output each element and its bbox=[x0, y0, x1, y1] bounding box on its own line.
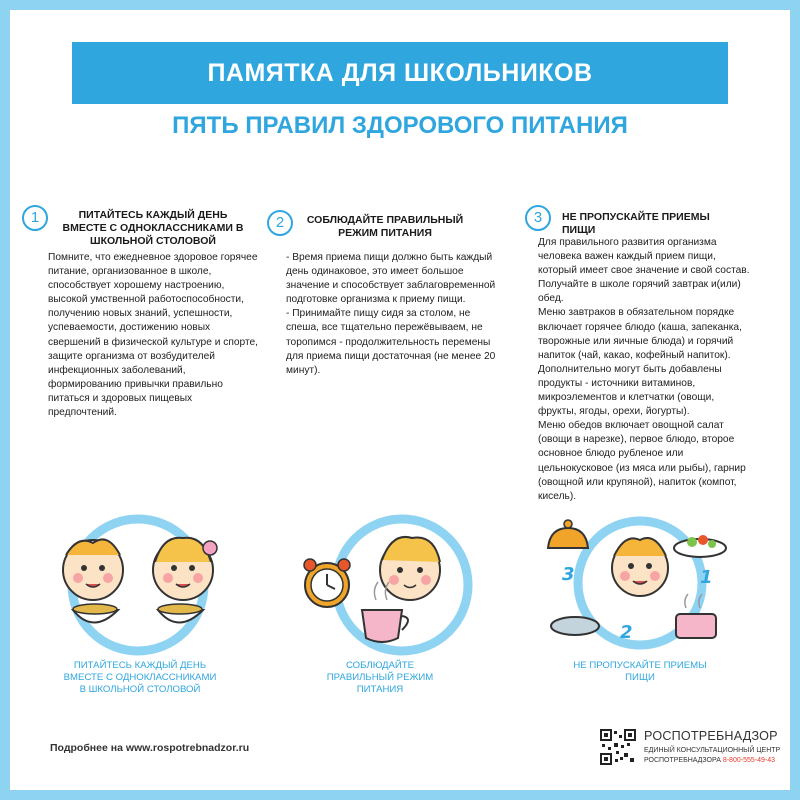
rule-3-paragraph: Меню завтраков в обязательном порядке включает горячее блюдо (каша, запеканка, творожные или яичные блюда) и горячий напиток (чай, какао, кофейный напиток). bbox=[538, 307, 742, 361]
rule-title-3: НЕ ПРОПУСКАЙТЕ ПРИЕМЫ ПИЩИ bbox=[562, 211, 710, 236]
meal-number-3: 3 bbox=[562, 564, 575, 585]
more-info-link[interactable]: Подробнее на www.rospotrebnadzor.ru bbox=[50, 742, 250, 754]
rule-1-paragraph: Помните, что ежедневное здоровое горячее питание, организованное в школе, способствует хорошему настроению, высокой умственной работоспособности, получению новых знаний, успешности, успеваемости, достижению новых свершений в физической культуре и спорте, защите организма от возбудителей инфекционных заболеваний, формированию привычки правильно питаться и здоровых пищевых предпочтений. bbox=[48, 252, 259, 419]
rule-2-paragraph: - Принимайте пищу сидя за столом, не спеша, все тщательно пережёвываем, не торопимся - продолжительность перемены для приема пищи достаточная (не менее 20 минут). bbox=[286, 308, 496, 376]
rule-number-2: 2 bbox=[267, 210, 293, 236]
rule-body-2 bbox=[286, 251, 501, 378]
meal-schedule-illustration bbox=[292, 510, 492, 660]
rule-3-paragraph: Дополнительно могут быть добавлены продукты - источники витаминов, микроэлементов и клетчатки (овощи, фрукты, ягоды, орехи, йогурты). bbox=[538, 363, 722, 418]
org-subtitle: ЕДИНЫЙ КОНСУЛЬТАЦИОННЫЙ ЦЕНТР bbox=[644, 747, 781, 754]
caption-2: СОБЛЮДАЙТЕ ПРАВИЛЬНЫЙ РЕЖИМ ПИТАНИЯ bbox=[326, 660, 434, 695]
page-subtitle: ПЯТЬ ПРАВИЛ ЗДОРОВОГО ПИТАНИЯ bbox=[172, 112, 628, 139]
rule-3-paragraph: Для правильного развития организма человека важен каждый прием пищи, который имеет свое значение и свой состав. Получайте в школе горячий завтрак и(или) обед. bbox=[538, 237, 750, 305]
rule-2-paragraph: - Время приема пищи должно быть каждый день одинаковое, это имеет большое значение и способствует заблаговременной подготовке организма к приему пищи. bbox=[286, 252, 496, 306]
org-contact bbox=[644, 757, 775, 764]
meals-illustration bbox=[540, 508, 740, 658]
rule-number-3: 3 bbox=[525, 205, 551, 231]
rule-number-1: 1 bbox=[22, 205, 48, 231]
meal-number-1: 1 bbox=[700, 567, 713, 588]
meal-number-2: 2 bbox=[620, 622, 633, 643]
org-phone[interactable]: 8-800-555-49-43 bbox=[722, 757, 775, 764]
page-title: ПАМЯТКА ДЛЯ ШКОЛЬНИКОВ bbox=[207, 59, 593, 87]
org-name: РОСПОТРЕБНАДЗОР bbox=[644, 729, 778, 743]
kids-eating-illustration bbox=[38, 510, 238, 660]
org-contact-label: РОСПОТРЕБНАДЗОРА bbox=[644, 757, 721, 764]
rule-body-3 bbox=[538, 236, 750, 504]
rule-title-2: СОБЛЮДАЙТЕ ПРАВИЛЬНЫЙ РЕЖИМ ПИТАНИЯ bbox=[306, 214, 464, 239]
rule-body-1 bbox=[48, 251, 258, 420]
caption-3: НЕ ПРОПУСКАЙТЕ ПРИЕМЫ ПИЩИ bbox=[573, 660, 707, 683]
qr-code-icon bbox=[600, 729, 636, 765]
rule-3-paragraph: Меню обедов включает овощной салат (овощи в нарезке), первое блюдо, второе основное блюдо рубленое или цельнокусковое (из мяса или рыбы), гарнир (овощной или крупяной), напиток (компот, кисель). bbox=[538, 420, 746, 502]
caption-1: ПИТАЙТЕСЬ КАЖДЫЙ ДЕНЬ ВМЕСТЕ С ОДНОКЛАССНИКАМИ В ШКОЛЬНОЙ СТОЛОВОЙ bbox=[63, 660, 217, 695]
title-banner bbox=[72, 42, 728, 104]
rule-title-1: ПИТАЙТЕСЬ КАЖДЫЙ ДЕНЬ ВМЕСТЕ С ОДНОКЛАССНИКАМИ В ШКОЛЬНОЙ СТОЛОВОЙ bbox=[62, 209, 244, 247]
